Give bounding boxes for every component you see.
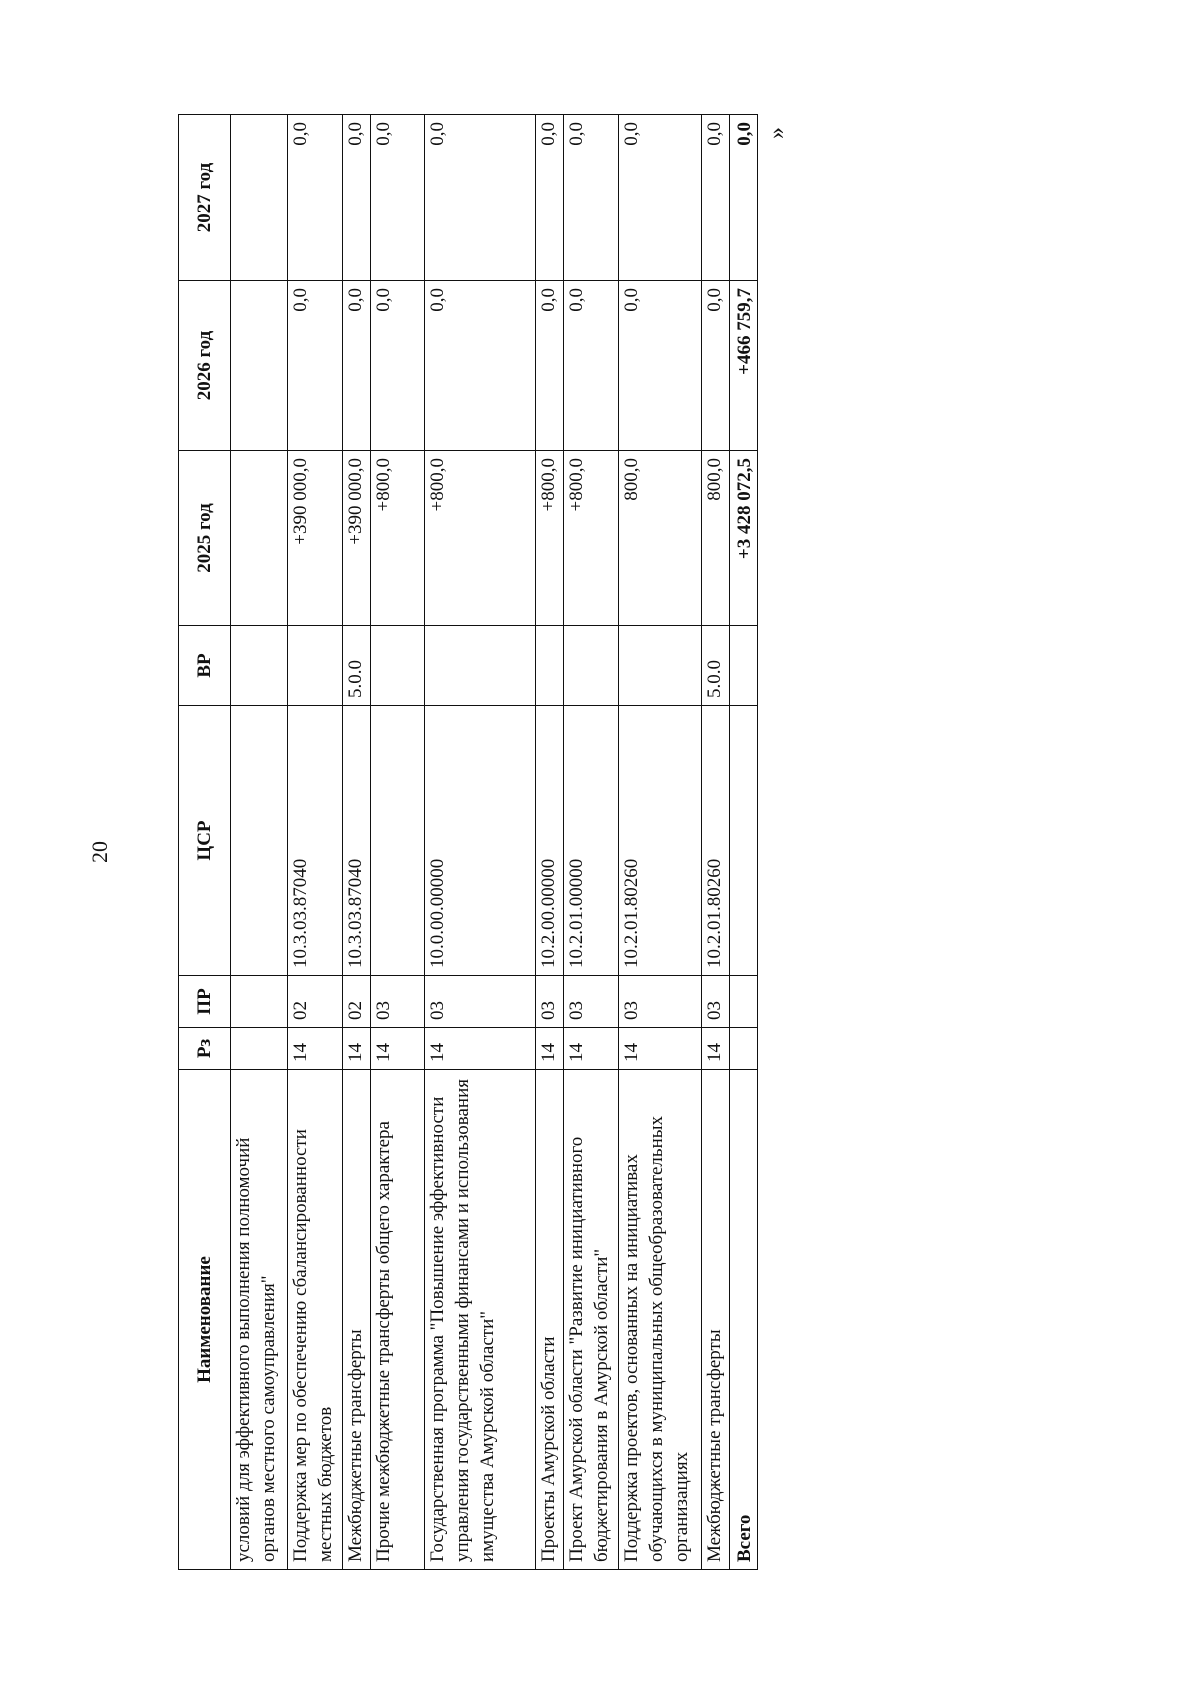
row-vr	[564, 626, 619, 706]
row-rz: 14	[702, 1028, 730, 1070]
row-2027: 0,0	[702, 115, 730, 281]
row-name: Поддержка мер по обеспечению сбалансированности местных бюджетов	[288, 1070, 343, 1570]
row-csr	[370, 706, 424, 976]
table-row	[288, 115, 343, 1570]
row-2026: 0,0	[536, 281, 564, 451]
row-csr: 10.2.01.80260	[702, 706, 730, 976]
row-vr	[619, 626, 702, 706]
row-csr: 10.3.03.87040	[342, 706, 370, 976]
row-vr	[231, 626, 288, 706]
row-rz: 14	[342, 1028, 370, 1070]
row-rz: 14	[564, 1028, 619, 1070]
row-rz: 14	[536, 1028, 564, 1070]
total-2026: +466 759,7	[729, 281, 757, 451]
budget-table	[178, 114, 758, 1570]
header-pr: ПР	[179, 976, 231, 1028]
row-2025	[231, 451, 288, 626]
row-pr	[231, 976, 288, 1028]
row-rz: 14	[619, 1028, 702, 1070]
header-2026: 2026 год	[179, 281, 231, 451]
table-total-row	[729, 115, 757, 1570]
row-name: условий для эффективного выполнения полномочий органов местного самоуправления"	[231, 1070, 288, 1570]
row-2025: 800,0	[619, 451, 702, 626]
total-vr	[729, 626, 757, 706]
row-2025: +390 000,0	[342, 451, 370, 626]
row-rz: 14	[424, 1028, 536, 1070]
row-csr: 10.2.00.00000	[536, 706, 564, 976]
row-pr: 02	[288, 976, 343, 1028]
row-pr: 03	[564, 976, 619, 1028]
total-2025: +3 428 072,5	[729, 451, 757, 626]
closing-quote-mark: »	[764, 127, 790, 139]
row-2027: 0,0	[619, 115, 702, 281]
row-2025: +390 000,0	[288, 451, 343, 626]
row-vr: 5.0.0	[702, 626, 730, 706]
total-label: Всего	[729, 1070, 757, 1570]
row-pr: 03	[370, 976, 424, 1028]
row-vr	[370, 626, 424, 706]
row-2026: 0,0	[619, 281, 702, 451]
total-2027: 0,0	[729, 115, 757, 281]
row-2026: 0,0	[424, 281, 536, 451]
row-2027: 0,0	[370, 115, 424, 281]
row-rz: 14	[288, 1028, 343, 1070]
table-row	[619, 115, 702, 1570]
header-csr: ЦСР	[179, 706, 231, 976]
row-name: Государственная программа "Повышение эффективности управления государственными финансами и использования имущества Амурской области"	[424, 1070, 536, 1570]
row-name: Проект Амурской области "Развитие инициативного бюджетирования в Амурской области"	[564, 1070, 619, 1570]
row-2027: 0,0	[288, 115, 343, 281]
budget-table-container	[178, 115, 758, 1570]
row-csr: 10.2.01.80260	[619, 706, 702, 976]
row-2027: 0,0	[342, 115, 370, 281]
row-2025: +800,0	[564, 451, 619, 626]
row-2026: 0,0	[342, 281, 370, 451]
row-csr	[231, 706, 288, 976]
total-rz	[729, 1028, 757, 1070]
row-2026: 0,0	[702, 281, 730, 451]
row-rz: 14	[370, 1028, 424, 1070]
row-2026: 0,0	[370, 281, 424, 451]
row-name: Межбюджетные трансферты	[342, 1070, 370, 1570]
row-vr	[288, 626, 343, 706]
total-csr	[729, 706, 757, 976]
table-row	[702, 115, 730, 1570]
row-name: Поддержка проектов, основанных на инициативах обучающихся в муниципальных общеобразовательных организациях	[619, 1070, 702, 1570]
row-pr: 03	[702, 976, 730, 1028]
table-row	[424, 115, 536, 1570]
row-pr: 03	[536, 976, 564, 1028]
table-row	[342, 115, 370, 1570]
row-2027: 0,0	[536, 115, 564, 281]
row-name: Прочие межбюджетные трансферты общего характера	[370, 1070, 424, 1570]
row-csr: 10.2.01.00000	[564, 706, 619, 976]
header-2027: 2027 год	[179, 115, 231, 281]
table-row	[370, 115, 424, 1570]
row-csr: 10.0.00.00000	[424, 706, 536, 976]
row-2027	[231, 115, 288, 281]
header-name: Наименование	[179, 1070, 231, 1570]
row-vr	[536, 626, 564, 706]
row-2025: +800,0	[370, 451, 424, 626]
row-2027: 0,0	[564, 115, 619, 281]
header-vr: ВР	[179, 626, 231, 706]
row-2025: 800,0	[702, 451, 730, 626]
row-pr: 03	[619, 976, 702, 1028]
row-name: Межбюджетные трансферты	[702, 1070, 730, 1570]
row-2027: 0,0	[424, 115, 536, 281]
table-row	[564, 115, 619, 1570]
row-2026	[231, 281, 288, 451]
row-csr: 10.3.03.87040	[288, 706, 343, 976]
row-2026: 0,0	[288, 281, 343, 451]
row-vr	[424, 626, 536, 706]
row-2025: +800,0	[536, 451, 564, 626]
row-pr: 02	[342, 976, 370, 1028]
header-2025: 2025 год	[179, 451, 231, 626]
table-header-row	[179, 115, 231, 1570]
table-row	[536, 115, 564, 1570]
row-name: Проекты Амурской области	[536, 1070, 564, 1570]
row-2026: 0,0	[564, 281, 619, 451]
row-2025: +800,0	[424, 451, 536, 626]
row-pr: 03	[424, 976, 536, 1028]
header-rz: Рз	[179, 1028, 231, 1070]
row-rz	[231, 1028, 288, 1070]
page-number: 20	[87, 841, 112, 863]
table-row	[231, 115, 288, 1570]
total-pr	[729, 976, 757, 1028]
row-vr: 5.0.0	[342, 626, 370, 706]
